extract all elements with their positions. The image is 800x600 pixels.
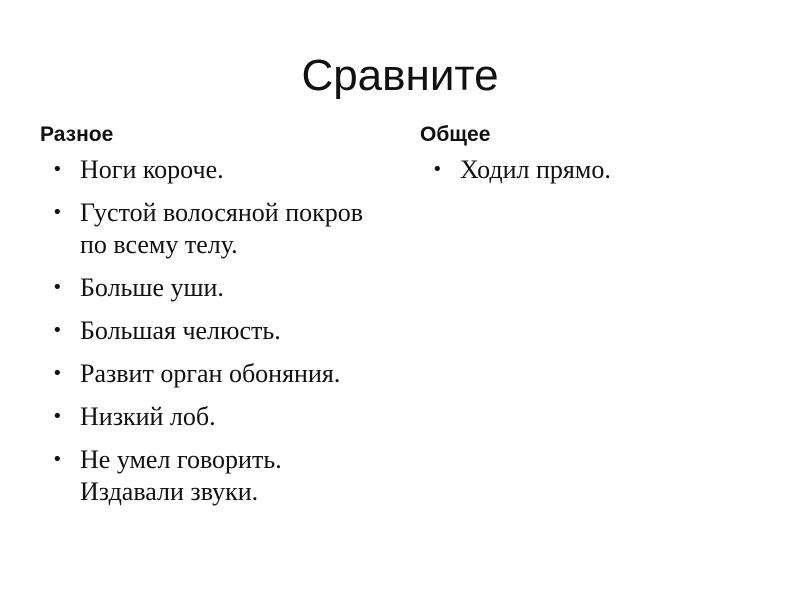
- list-item-text: Низкий лоб.: [80, 402, 216, 431]
- bullet-icon: •: [52, 363, 63, 384]
- list-item: [40, 272, 390, 304]
- bullet-icon: •: [432, 159, 443, 180]
- list-item: [40, 315, 390, 347]
- list-item-text: Большая челюсть.: [80, 316, 281, 345]
- differences-heading: Разное: [40, 123, 114, 146]
- bullet-icon: •: [52, 449, 63, 470]
- list-item-text: Ходил прямо.: [460, 155, 611, 184]
- list-item: [40, 401, 390, 433]
- list-item: [40, 444, 390, 508]
- differences-column: [40, 118, 390, 519]
- list-item-text: Ноги короче.: [80, 155, 224, 184]
- bullet-icon: •: [52, 320, 63, 341]
- list-item: [40, 154, 390, 186]
- list-item: [420, 154, 770, 186]
- bullet-icon: •: [52, 277, 63, 298]
- list-item: [40, 197, 390, 261]
- similarities-column: [420, 118, 770, 197]
- bullet-icon: •: [52, 406, 63, 427]
- differences-list: [40, 154, 390, 508]
- slide-title: Сравните: [301, 51, 499, 100]
- list-item-text: Густой волосяной покров по всему телу.: [80, 198, 364, 259]
- bullet-icon: •: [52, 202, 63, 223]
- list-item-text: Больше уши.: [80, 273, 224, 302]
- list-item-text: Не умел говорить. Издавали звуки.: [80, 445, 282, 506]
- list-item-text: Развит орган обоняния.: [80, 359, 341, 388]
- similarities-heading: Общее: [420, 123, 491, 146]
- similarities-list: [420, 154, 770, 186]
- list-item: [40, 358, 390, 390]
- bullet-icon: •: [52, 159, 63, 180]
